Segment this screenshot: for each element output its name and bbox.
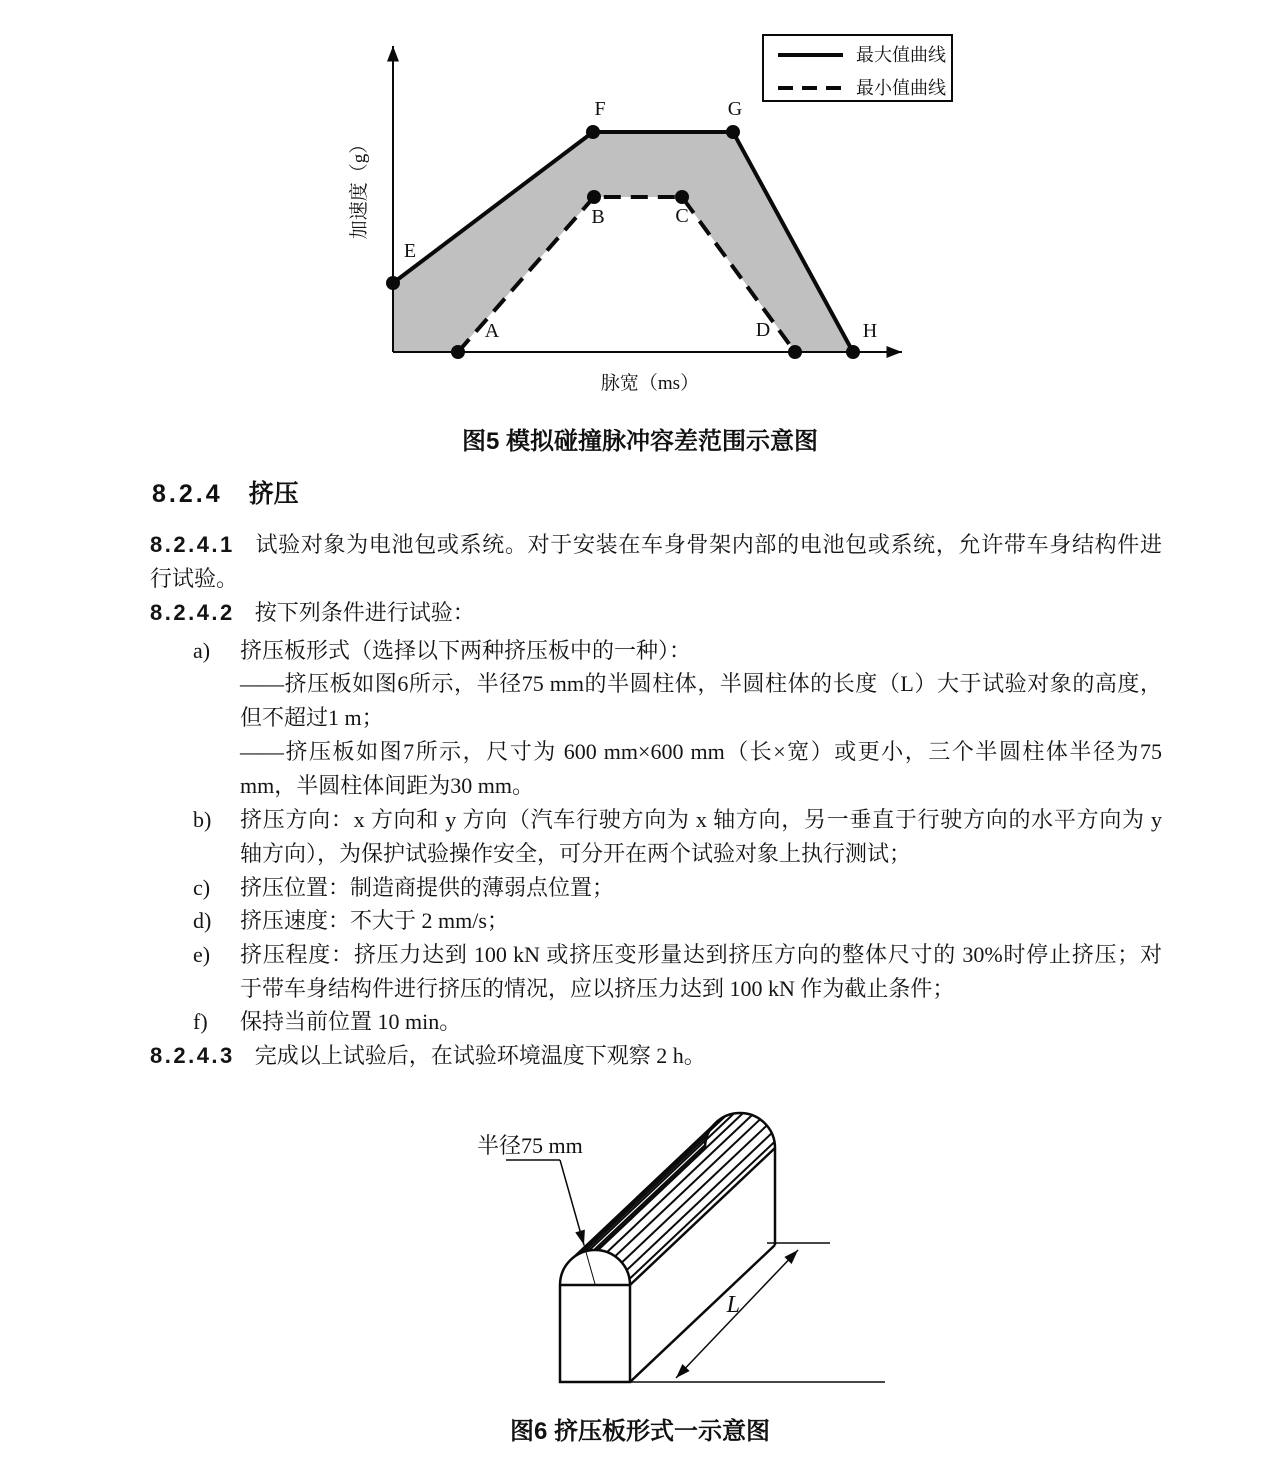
legend — [763, 35, 952, 101]
radius-label: 半径75 mm — [477, 1133, 583, 1158]
length-label: L — [726, 1292, 740, 1318]
point-A — [451, 345, 465, 359]
x-axis-title: 脉宽（ms） — [600, 373, 700, 394]
point-C — [675, 190, 689, 204]
item-c-text: 挤压位置：制造商提供的薄弱点位置； — [240, 875, 615, 900]
point-B — [587, 190, 601, 204]
figure6-diagram — [430, 1095, 900, 1405]
item-e-label: e) — [193, 942, 211, 967]
figure6-caption: 图6 挤压板形式一示意图 — [509, 1418, 770, 1445]
label-E: E — [403, 240, 417, 262]
label-H: H — [862, 320, 878, 342]
item-a-dash1-line1: ——挤压板如图6所示，半径75 mm的半圆柱体，半圆柱体的长度（L）大于试验对象的高度， — [240, 671, 1162, 696]
clause-number: 8.2.4.1 — [150, 532, 235, 557]
item-e-line1: 挤压程度：挤压力达到 100 kN 或挤压变形量达到挤压方向的整体尺寸的 30%时停止挤压；对 — [240, 942, 1162, 967]
point-G — [726, 125, 740, 139]
item-a-label: a) — [193, 638, 211, 663]
paragraph-8-2-4-1-line1: 8.2.4.1 试验对象为电池包或系统。对于安装在车身骨架内部的电池包或系统，允许带车身结构件进 — [150, 532, 1162, 557]
figure5-caption: 图5 模拟碰撞脉冲容差范围示意图 — [461, 428, 818, 455]
clause-number: 8.2.4.2 — [150, 600, 235, 625]
y-axis-title: 加速度（g） — [349, 134, 370, 240]
section-heading-number: 8.2.4 — [152, 480, 223, 508]
item-b-line2: 轴方向），为保护试验操作安全，可分开在两个试验对象上执行测试； — [240, 841, 912, 866]
point-H — [846, 345, 860, 359]
paragraph-8-2-4-2: 8.2.4.2 按下列条件进行试验： — [150, 600, 475, 625]
legend-min-label: 最小值曲线 — [856, 78, 946, 98]
point-F — [586, 125, 600, 139]
item-d-label: d) — [193, 908, 212, 933]
section-heading-text: 挤压 — [248, 480, 299, 508]
item-a-text: 挤压板形式（选择以下两种挤压板中的一种）： — [240, 638, 692, 663]
label-C: C — [675, 205, 689, 227]
label-G: G — [727, 98, 743, 120]
item-e-line2: 于带车身结构件进行挤压的情况，应以挤压力达到 100 kN 作为截止条件； — [240, 976, 955, 1001]
item-a-dash1-line2: 但不超过1 m； — [240, 705, 384, 730]
label-A: A — [484, 320, 500, 342]
item-c-label: c) — [193, 875, 211, 900]
point-E — [386, 276, 400, 290]
item-b-line1: 挤压方向：x 方向和 y 方向（汽车行驶方向为 x 轴方向，另一垂直于行驶方向的水平方向为 y — [240, 807, 1162, 832]
item-b-label: b) — [193, 807, 212, 832]
label-D: D — [755, 319, 771, 341]
item-d-text: 挤压速度：不大于 2 mm/s； — [240, 908, 509, 933]
item-f-label: f) — [193, 1009, 208, 1034]
item-f-text: 保持当前位置 10 min。 — [240, 1009, 462, 1034]
figure5-diagram — [325, 25, 975, 410]
label-B: B — [591, 206, 605, 228]
front-face — [560, 1250, 630, 1382]
item-a-dash2-line1: ——挤压板如图7所示，尺寸为 600 mm×600 mm（长×宽）或更小，三个半圆柱体半径为75 — [240, 739, 1162, 764]
tolerance-band-shade — [393, 132, 853, 351]
paragraph-8-2-4-1-line2: 行试验。 — [150, 566, 239, 591]
clause-number: 8.2.4.3 — [150, 1043, 235, 1068]
section-heading — [152, 479, 299, 509]
legend-max-label: 最大值曲线 — [856, 45, 946, 65]
paragraph-8-2-4-3: 8.2.4.3 完成以上试验后，在试验环境温度下观察 2 h。 — [150, 1043, 706, 1068]
item-a-dash2-line2: mm，半圆柱体间距为30 mm。 — [240, 773, 534, 798]
point-D — [788, 345, 802, 359]
label-F: F — [594, 98, 606, 120]
